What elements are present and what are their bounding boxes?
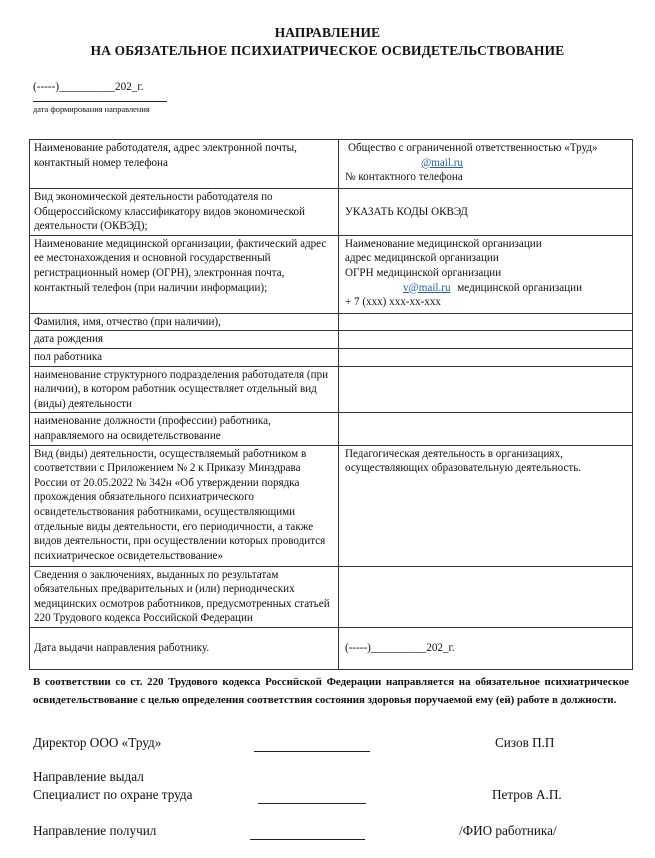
document-subtitle: НА ОБЯЗАТЕЛЬНОЕ ПСИХИАТРИЧЕСКОЕ ОСВИДЕТЕЛЬСТВОВАНИЕ	[90, 43, 565, 58]
position-label: наименование должности (профессии) работника, направляемого на освидетельствование	[30, 413, 339, 445]
legal-notice: В соответствии со ст. 220 Трудового кодекса Российской Федерации направляется на обязательное психиатрическое освидетельствование с целью определения соответствия состояния здоровья поручаемой ему (ей) работе в должности.	[33, 676, 629, 706]
conclusions-value[interactable]	[339, 566, 633, 627]
position-value[interactable]	[339, 413, 633, 445]
activity-value: Педагогическая деятельность в организациях, осуществляющих образовательную деятельность.	[339, 445, 633, 566]
director-signature-line[interactable]	[254, 751, 370, 752]
conclusions-label: Сведения о заключениях, выданных по результатам обязательных предварительных и (или) периодических медицинских осмотров работников, предусмотренных статьей 220 Трудового кодекса Российской Федерации	[30, 566, 339, 627]
date-caption: дата формирования направления	[33, 105, 150, 114]
specialist-name: Петров А.П.	[492, 787, 562, 802]
received-signature-line[interactable]	[250, 839, 365, 840]
table-row-activity	[30, 445, 633, 566]
medorg-address: адрес медицинской организации	[345, 252, 499, 265]
fio-label: Фамилия, имя, отчество (при наличии),	[30, 313, 339, 331]
employer-phone: № контактного телефона	[345, 171, 463, 184]
medorg-email-line	[345, 281, 629, 296]
employer-label: Наименование работодателя, адрес электронной почты, контактный номер телефона	[30, 140, 339, 189]
employer-email[interactable]: @mail.ru	[421, 156, 463, 169]
issue-date-label: Дата выдачи направления работнику.	[30, 627, 339, 669]
fio-value[interactable]	[339, 313, 633, 331]
department-label: наименование структурного подразделения работодателя (при наличии), в котором работник осуществляет отдельный вид (виды) деятельности	[30, 366, 339, 413]
medorg-name: Наименование медицинской организации	[345, 237, 542, 250]
table-row-medorg	[30, 235, 633, 313]
birth-label: дата рождения	[30, 331, 339, 349]
formation-date: (-----)__________202_г.	[33, 81, 144, 93]
employer-email-line	[345, 156, 629, 171]
issued-label: Направление выдал	[33, 769, 144, 784]
okved-value: УКАЗАТЬ КОДЫ ОКВЭД	[339, 189, 633, 236]
director-label: Директор ООО «Труд»	[33, 735, 162, 750]
gender-value[interactable]	[339, 348, 633, 366]
date-rule	[33, 101, 167, 102]
issue-date-value: (-----)__________202_г.	[339, 627, 633, 669]
medorg-email[interactable]: v@mail.ru	[403, 281, 451, 294]
medorg-phone: + 7 (ххх) ххх-хх-ххх	[345, 296, 441, 309]
specialist-label: Специалист по охране труда	[33, 787, 193, 802]
okved-label: Вид экономической деятельности работодателя по Общероссийскому классификатору видов экономической деятельности (ОКВЭД);	[30, 189, 339, 236]
table-row-gender	[30, 348, 633, 366]
table-row-fio	[30, 313, 633, 331]
table-row-birth	[30, 331, 633, 349]
gender-label: пол работника	[30, 348, 339, 366]
received-name: /ФИО работника/	[459, 823, 557, 838]
referral-table	[29, 139, 633, 670]
received-label: Направление получил	[33, 823, 157, 838]
table-row-conclusions	[30, 566, 633, 627]
table-row-okved	[30, 189, 633, 236]
activity-label: Вид (виды) деятельности, осуществляемый работником в соответствии с Приложением № 2 к Приказу Минздрава России от 20.05.2022 № 342н «Об утверждении порядка прохождения обязательного психиатрического освидетельствования работниками, осуществляющими отдельные виды деятельности, его периодичности, а также видов деятельности, при осуществлении которых проводится психиатрическое освидетельствование»	[30, 445, 339, 566]
table-row-employer	[30, 140, 633, 189]
medorg-value	[339, 235, 633, 313]
medorg-label: Наименование медицинской организации, фактический адрес ее местонахождения и основной государственный регистрационный номер (ОГРН), электронная почта, контактный телефон (при наличии информации);	[30, 235, 339, 313]
director-name: Сизов П.П	[495, 735, 555, 750]
employer-name: Общество с ограниченной ответственностью «Труд»	[348, 142, 598, 154]
table-row-issue-date	[30, 627, 633, 669]
department-value[interactable]	[339, 366, 633, 413]
table-row-department	[30, 366, 633, 413]
medorg-email-suffix: медицинской организации	[457, 281, 583, 294]
specialist-signature-line[interactable]	[258, 803, 366, 804]
employer-value	[339, 140, 633, 189]
document-title: НАПРАВЛЕНИЕ	[274, 25, 381, 40]
medorg-ogrn: ОГРН медицинской организации	[345, 266, 502, 279]
birth-value[interactable]	[339, 331, 633, 349]
table-row-position	[30, 413, 633, 445]
